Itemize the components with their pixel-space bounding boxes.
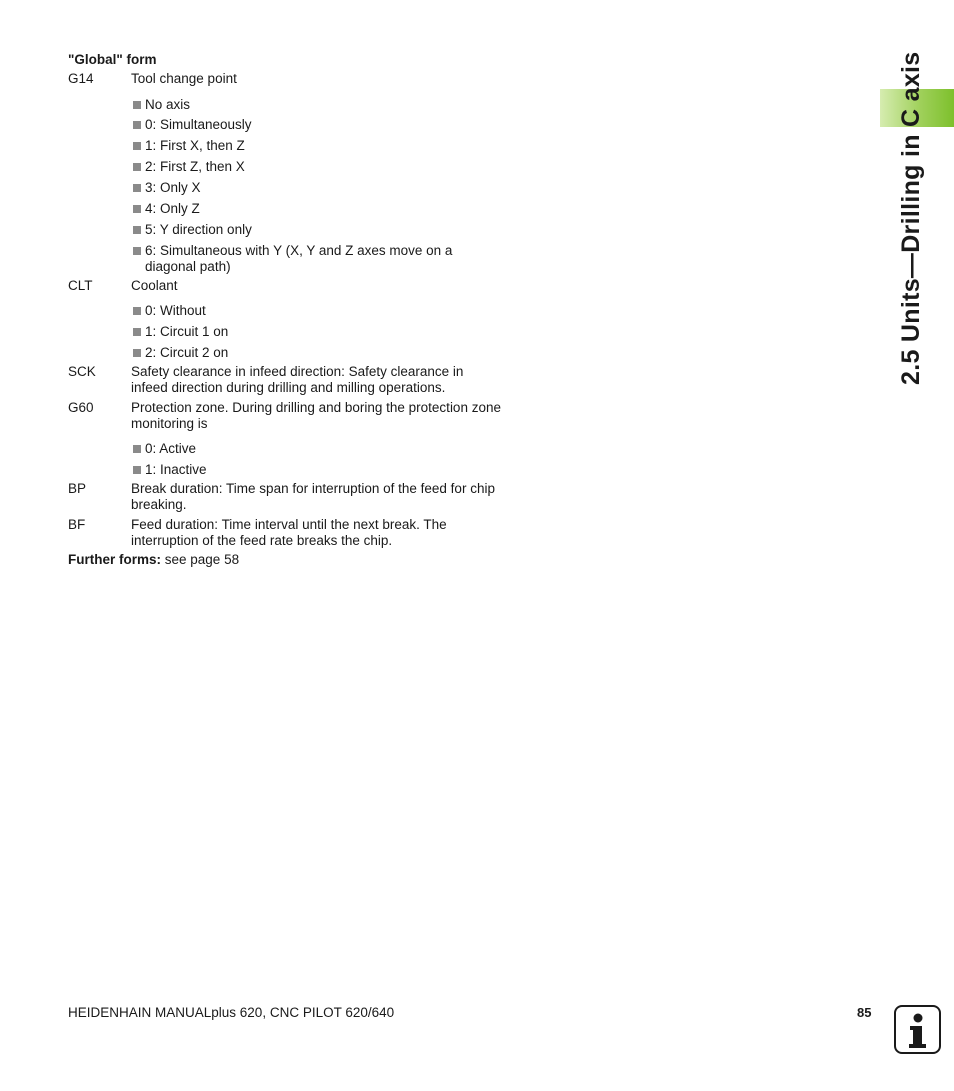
list-item: 3: Only X (133, 180, 483, 196)
list-item: 5: Y direction only (133, 222, 483, 238)
square-bullet-icon (133, 247, 141, 255)
square-bullet-icon (133, 121, 141, 129)
square-bullet-icon (133, 445, 141, 453)
list-item: 6: Simultaneous with Y (X, Y and Z axes move on a diagonal path) (133, 243, 478, 275)
square-bullet-icon (133, 307, 141, 315)
param-code: SCK (68, 364, 96, 379)
square-bullet-icon (133, 226, 141, 234)
further-forms (68, 552, 239, 567)
square-bullet-icon (133, 328, 141, 336)
param-code: BF (68, 517, 86, 532)
section-heading: "Global" form (68, 52, 157, 67)
param-desc: Tool change point (131, 71, 237, 86)
square-bullet-icon (133, 466, 141, 474)
list-item: 1: Circuit 1 on (133, 324, 483, 340)
list-item: 1: First X, then Z (133, 138, 483, 154)
list-item: 2: Circuit 2 on (133, 345, 483, 361)
square-bullet-icon (133, 101, 141, 109)
square-bullet-icon (133, 142, 141, 150)
param-desc: Feed duration: Time interval until the next break. The interruption of the feed rate breaks the chip. (131, 517, 447, 548)
param-code: G60 (68, 400, 94, 415)
param-code: CLT (68, 278, 93, 293)
square-bullet-icon (133, 349, 141, 357)
list-item: 2: First Z, then X (133, 159, 483, 175)
list-item: 0: Without (133, 303, 483, 319)
param-code: G14 (68, 71, 94, 86)
param-desc: Safety clearance in infeed direction: Safety clearance in infeed direction during drilling and milling operations. (131, 364, 464, 395)
param-desc: Protection zone. During drilling and boring the protection zone monitoring is (131, 400, 501, 431)
chapter-title: 2.5 Units—Drilling in C axis (897, 51, 925, 385)
page-number: 85 (857, 1005, 872, 1020)
list-item: 1: Inactive (133, 462, 483, 478)
param-desc: Break duration: Time span for interruption of the feed for chip breaking. (131, 481, 495, 512)
square-bullet-icon (133, 184, 141, 192)
footer-text: HEIDENHAIN MANUALplus 620, CNC PILOT 620/640 (68, 1005, 395, 1020)
info-icon (894, 1005, 941, 1054)
param-desc: Coolant (131, 278, 178, 293)
square-bullet-icon (133, 205, 141, 213)
list-item: 4: Only Z (133, 201, 483, 217)
further-forms-link[interactable]: see page 58 (161, 552, 240, 567)
list-item: 0: Simultaneously (133, 117, 483, 133)
square-bullet-icon (133, 163, 141, 171)
list-item: 0: Active (133, 441, 483, 457)
further-forms-label: Further forms: (68, 552, 162, 567)
param-code: BP (68, 481, 87, 496)
list-item: No axis (133, 97, 483, 113)
